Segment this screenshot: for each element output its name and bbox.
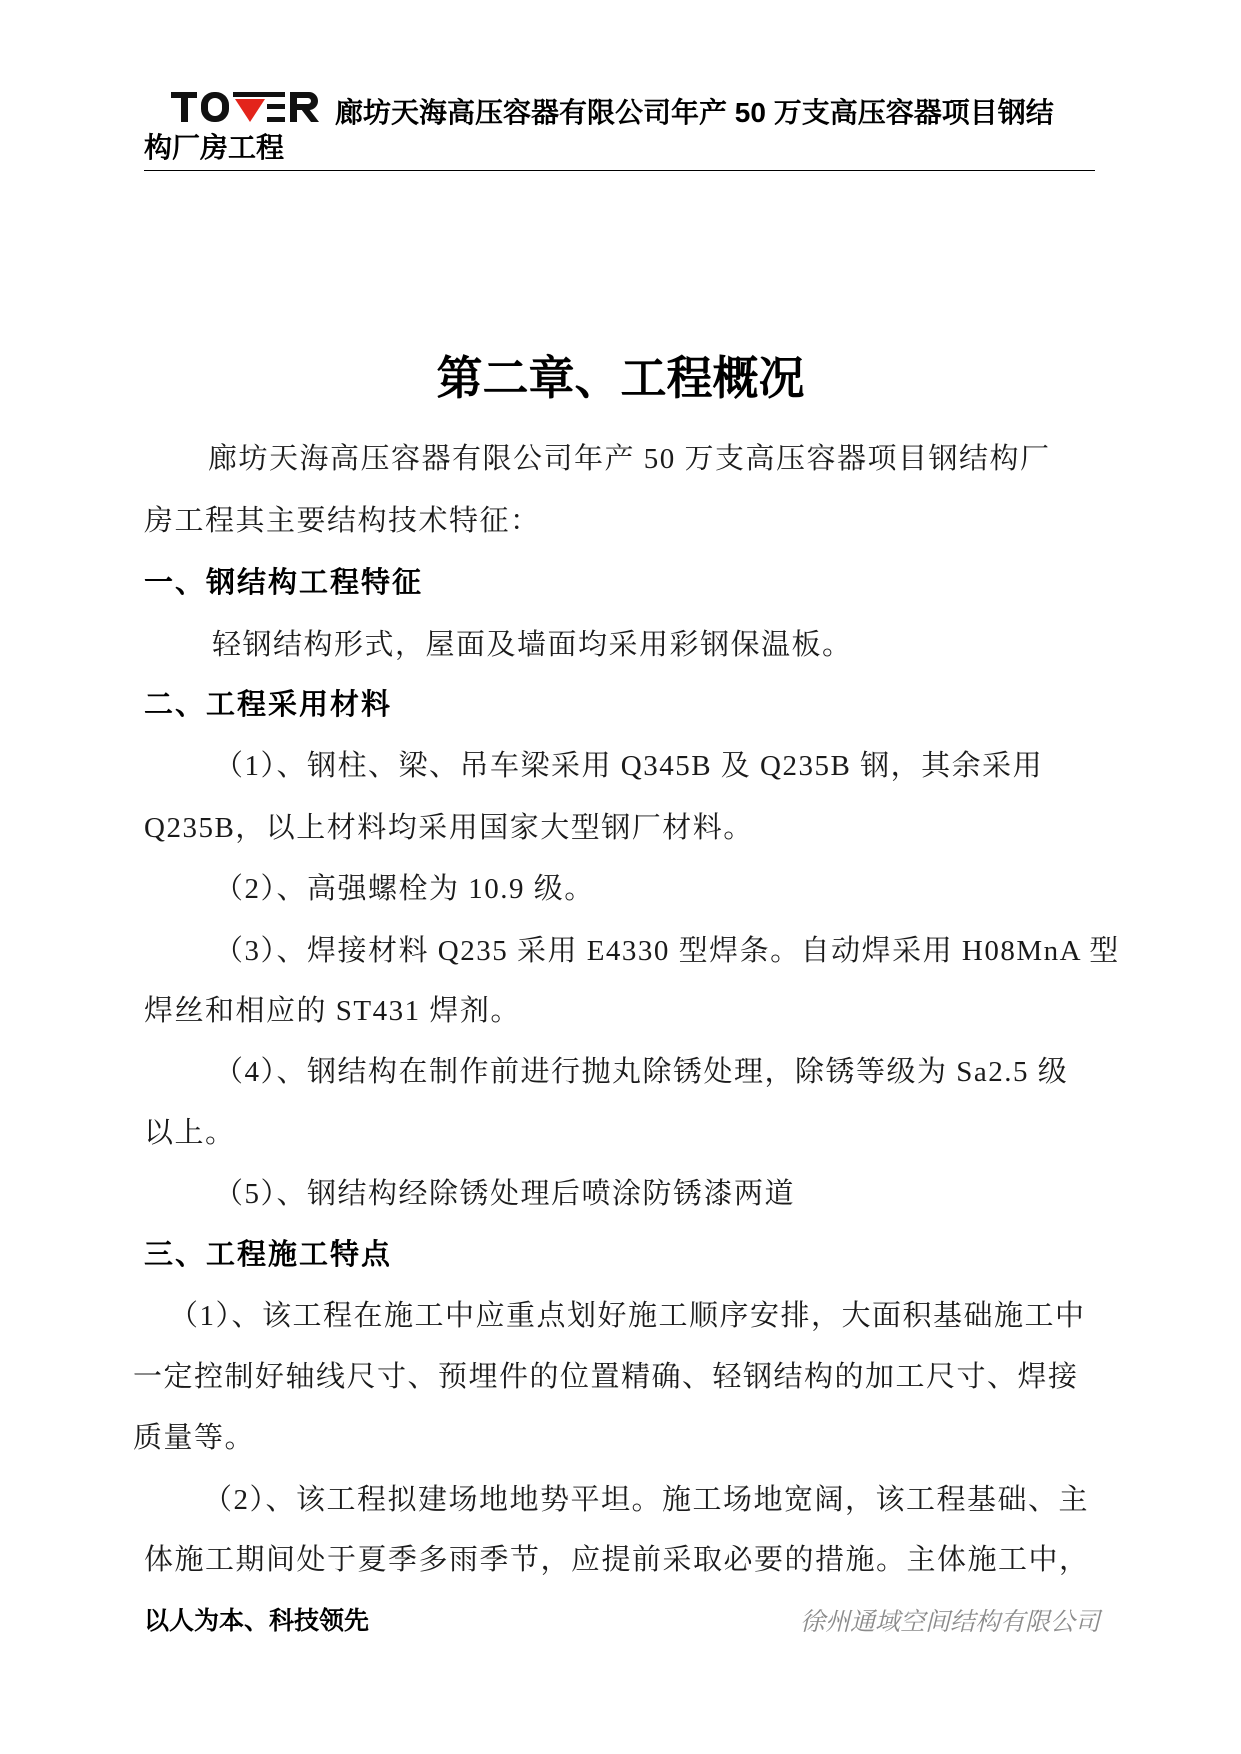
paragraph-line: Q235B，以上材料均采用国家大型钢厂材料。 <box>144 812 754 844</box>
chapter-title: 第二章、工程概况 <box>436 353 805 404</box>
paragraph-line: （1）、该工程在施工中应重点划好施工顺序安排，大面积基础施工中 <box>169 1300 1086 1332</box>
tover-logo <box>171 92 321 122</box>
header-title-line-2: 构厂房工程 <box>144 132 285 163</box>
tover-logo-mark <box>171 92 321 122</box>
paragraph-line: 焊丝和相应的 ST431 焊剂。 <box>144 995 521 1027</box>
header-title-line-1: 廊坊天海高压容器有限公司年产 50 万支高压容器项目钢结 <box>335 97 1054 128</box>
paragraph-line: （2）、该工程拟建场地地势平坦。施工场地宽阔，该工程基础、主 <box>203 1484 1090 1516</box>
header-divider <box>144 170 1095 171</box>
paragraph-line: （1）、钢柱、梁、吊车梁采用 Q345B 及 Q235B 钢，其余采用 <box>214 750 1044 782</box>
footer-company-name: 徐州通域空间结构有限公司 <box>799 1608 1100 1636</box>
paragraph-line: （4）、钢结构在制作前进行抛丸除锈处理，除锈等级为 Sa2.5 级 <box>214 1056 1069 1088</box>
paragraph-line: （3）、焊接材料 Q235 采用 E4330 型焊条。自动焊采用 H08MnA 型 <box>214 935 1120 967</box>
paragraph-line: 以上。 <box>144 1117 236 1149</box>
paragraph-line: 体施工期间处于夏季多雨季节，应提前采取必要的措施。主体施工中， <box>144 1544 1090 1576</box>
section-heading: 二、工程采用材料 <box>144 689 393 721</box>
paragraph-line: 轻钢结构形式，屋面及墙面均采用彩钢保温板。 <box>212 629 853 661</box>
intro-line: 房工程其主要结构技术特征： <box>144 505 541 537</box>
section-heading: 一、钢结构工程特征 <box>144 567 424 599</box>
paragraph-line: 质量等。 <box>133 1422 256 1454</box>
paragraph-line: （2）、高强螺栓为 10.9 级。 <box>214 873 595 905</box>
section-heading: 三、工程施工特点 <box>144 1239 393 1271</box>
paragraph-line: （5）、钢结构经除锈处理后喷涂防锈漆两道 <box>214 1178 796 1210</box>
intro-line: 廊坊天海高压容器有限公司年产 50 万支高压容器项目钢结构厂 <box>208 443 1051 475</box>
paragraph-line: 一定控制好轴线尺寸、预埋件的位置精确、轻钢结构的加工尺寸、焊接 <box>133 1361 1079 1393</box>
footer-motto: 以人为本、科技领先 <box>144 1608 370 1635</box>
